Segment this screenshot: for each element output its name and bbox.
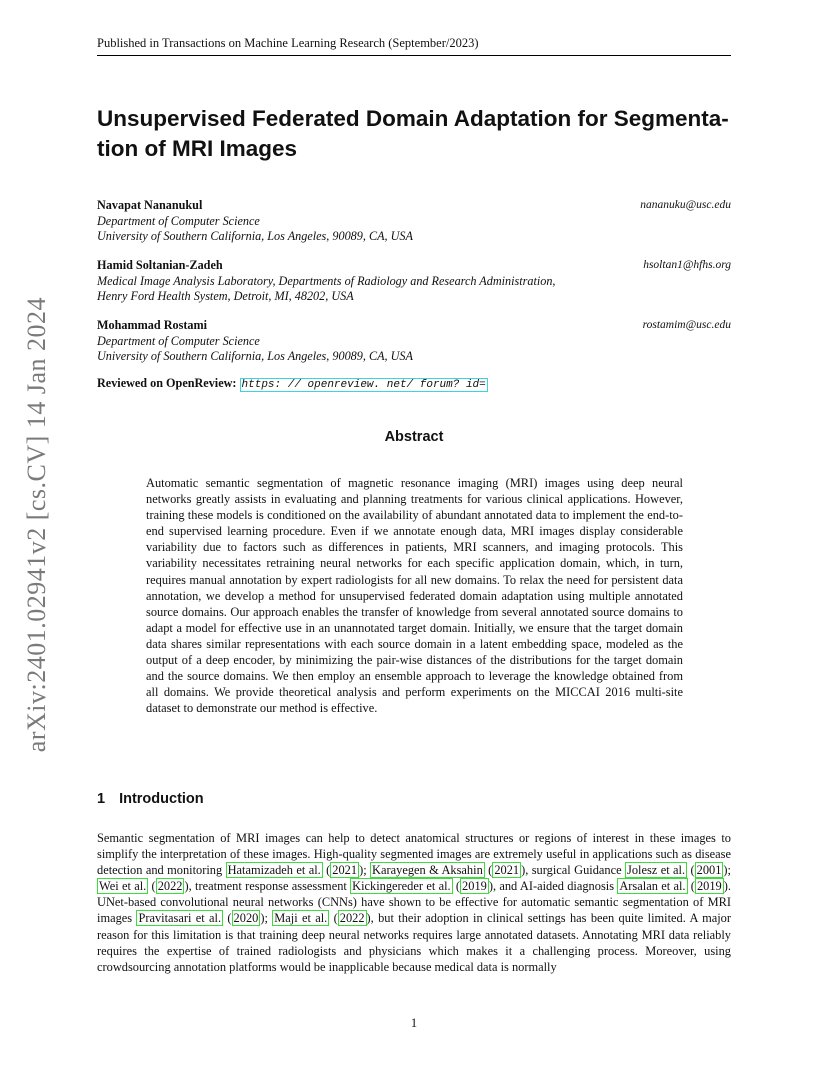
page-number: 1 xyxy=(410,1016,418,1030)
body-text: ( xyxy=(452,879,461,894)
citation-year-link[interactable]: 2021 xyxy=(494,863,520,878)
body-text: ( xyxy=(329,911,338,926)
section-number: 1 xyxy=(97,791,106,807)
citation-link[interactable]: Wei et al. xyxy=(99,879,147,894)
citation-link[interactable]: Pravitasari et al. xyxy=(138,911,222,926)
author-block-3 xyxy=(97,318,731,365)
author-block-1 xyxy=(97,198,731,245)
author-name: Hamid Soltanian-Zadeh xyxy=(97,258,223,272)
arxiv-identifier-sidebar xyxy=(20,290,54,760)
abstract-heading: Abstract xyxy=(384,429,444,445)
arxiv-identifier: arXiv:2401.02941v2 [cs.CV] 14 Jan 2024 xyxy=(22,297,51,753)
citation-link[interactable]: Maji et al. xyxy=(274,911,328,926)
citation-link[interactable]: Karayegen & Aksahin xyxy=(372,863,483,878)
author-affiliation: Henry Ford Health System, Detroit, MI, 48202, USA xyxy=(97,289,354,303)
abstract-text: Automatic semantic segmentation of magnetic resonance imaging (MRI) images using deep neural networks greatly assists in evaluating and planning treatments for various clinical applications. However, training these models is conditioned on the availability of abundant annotated data to implement the end-to-end supervised learning procedure. Even if we annotate enough data, MRI images display considerable variability due to factors such as differences in patients, MRI scanners, and imaging protocols. This variability necessitates retraining neural networks for each specific application domain, which, in turn, requires manual annotation by expert radiologists for all new domains. To relax the need for persistent data annotation, we develop a method for unsupervised federated domain adaptation using multiple annotated source domains. Our approach enables the transfer of knowledge from several annotated source domains to adapt a model for effective use in an unannotated target domain. Initially, we ensure that the target domain data shares similar representations with each source domain in a latent embedding space, modeled as the output of a deep encoder, by minimizing the pair-wise distances of the distributions for the target domain and the source domains. We then employ an ensemble approach to leverage the knowledge obtained from all domains. We provide theoretical analysis and perform experiments on the MICCAI 2016 multi-site dataset to demonstrate our method is effective. xyxy=(146,476,683,716)
body-text: ( xyxy=(687,863,695,878)
citation-year-link[interactable]: 2019 xyxy=(696,879,722,894)
author-affiliation: Medical Image Analysis Laboratory, Departments of Radiology and Research Administration, xyxy=(97,273,556,288)
citation-link[interactable]: Arsalan et al. xyxy=(619,879,686,894)
openreview-line xyxy=(97,376,488,391)
body-text: ( xyxy=(687,879,695,894)
citation-year-link[interactable]: 2021 xyxy=(332,863,358,878)
openreview-label: Reviewed on OpenReview: xyxy=(97,376,237,390)
citation-year-link[interactable]: 2022 xyxy=(157,879,183,894)
citation-year-link[interactable]: 2020 xyxy=(233,911,259,926)
author-name: Mohammad Rostami xyxy=(97,318,208,332)
author-email[interactable]: hsoltan1@hfhs.org xyxy=(643,259,731,271)
body-text: ), treatment response assessment xyxy=(184,879,351,894)
author-email[interactable]: nananuku@usc.edu xyxy=(640,199,731,211)
running-header: Published in Transactions on Machine Learning Research (September/2023) xyxy=(97,36,731,56)
author-block-2 xyxy=(97,258,731,305)
body-text: ( xyxy=(148,879,156,894)
paper-title: Unsupervised Federated Domain Adaptation for Segmenta- tion of MRI Images xyxy=(97,106,729,161)
citation-link[interactable]: Hatamizadeh et al. xyxy=(227,863,321,878)
section-title: Introduction xyxy=(119,791,204,807)
citation-year-link[interactable]: 2001 xyxy=(696,863,722,878)
body-text: ( xyxy=(322,863,331,878)
body-text: ); xyxy=(723,863,731,878)
body-text: ), and AI-aided diagnosis xyxy=(488,879,618,894)
body-text: ), surgical Guidance xyxy=(521,863,626,878)
body-text: ), but their adoption in clinical settings has been quite limited. A major reason for this limitation is that training deep neural networks requires large annotated datasets. Annotating MRI data reliably requires the expertise of trained radiologists and physicians which makes it a challenging process. Moreover, using crowdsourcing annotation platforms would be inapplicable because medical data is normally xyxy=(97,911,731,974)
author-affiliation: University of Southern California, Los Angeles, 90089, CA, USA xyxy=(97,349,413,363)
citation-link[interactable]: Kickingereder et al. xyxy=(352,879,451,894)
citation-year-link[interactable]: 2022 xyxy=(339,911,365,926)
author-name: Navapat Nananukul xyxy=(97,198,203,212)
body-text: ( xyxy=(484,863,493,878)
body-text: ); xyxy=(359,863,371,878)
body-text: ). UNet-based convolutional neural networks (CNNs) have shown to be effective for automatic semantic segmentation of MRI images xyxy=(97,879,731,926)
author-email[interactable]: rostamim@usc.edu xyxy=(642,319,731,331)
citation-link[interactable]: Jolesz et al. xyxy=(627,863,686,878)
body-text: ( xyxy=(223,911,232,926)
author-affiliation: University of Southern California, Los Angeles, 90089, CA, USA xyxy=(97,229,413,243)
citation-year-link[interactable]: 2019 xyxy=(462,879,487,894)
author-affiliation: Department of Computer Science xyxy=(97,213,260,228)
section-heading-introduction xyxy=(97,791,204,807)
author-affiliation: Department of Computer Science xyxy=(97,333,260,348)
introduction-paragraph xyxy=(97,830,731,975)
body-text: ); xyxy=(260,911,273,926)
openreview-link[interactable]: https: // openreview. net/ forum? id= xyxy=(241,379,486,391)
body-text: Semantic segmentation of MRI images can help to detect anatomical structures or regions of interest in these images to simplify the interpretation of these images. High-quality segmented images are extremely useful in applications such as disease detection and monitoring xyxy=(97,831,731,878)
